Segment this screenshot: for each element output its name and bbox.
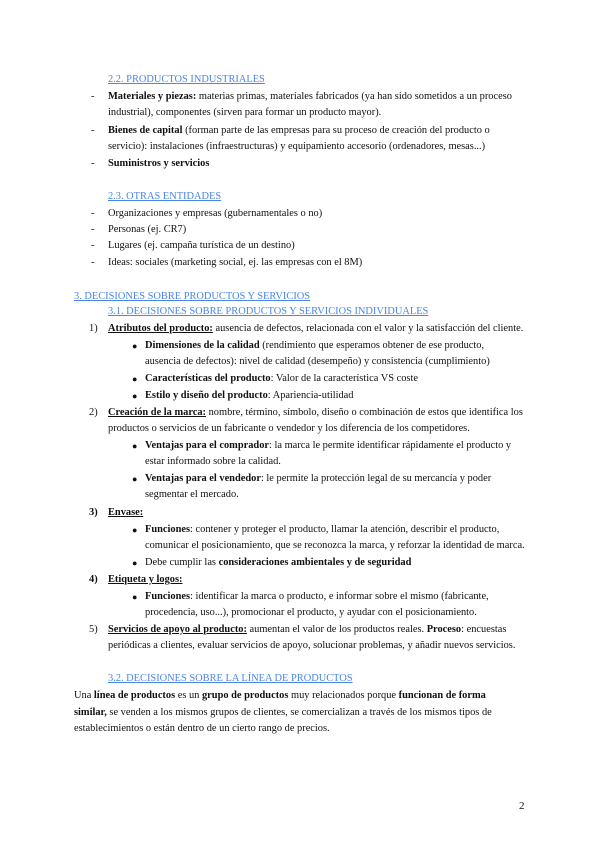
list-number: 5) [89,624,98,635]
bullet: ● [132,391,138,401]
heading-3: 3. DECISIONES SOBRE PRODUCTOS Y SERVICIOS [74,291,311,302]
list-item: Lugares (ej. campaña turística de un destino) [108,240,295,251]
list-number: 1) [89,323,98,334]
list-number: 3) [89,507,98,518]
list-number: 4) [89,574,98,585]
dash-bullet: - [91,158,95,169]
numbered-item-cont: productos o servicios de un fabricante o vendedor y los diferencia de los competidores. [108,423,470,434]
bullet: ● [132,374,138,384]
sub-bullet-cont: comunicar el posicionamiento, que se reconozca la marca, y reforzar la identidad de marca. [145,540,525,551]
page-number: 2 [519,800,525,812]
list-item: Suministros y servicios [108,158,210,169]
sub-bullet-item: Ventajas para el vendedor: le permite la protección legal de su mercancía y poder [145,473,492,484]
heading-2-2: 2.2. PRODUCTOS INDUSTRIALES [108,74,265,85]
dash-bullet: - [91,208,95,219]
sub-bullet-cont: procedencia, uso...), promocionar el producto, y ayudar con el posicionamiento. [145,607,477,618]
numbered-item: Atributos del producto: ausencia de defectos, relacionada con el valor y la satisfacción del cliente. [108,323,524,334]
numbered-item: Creación de la marca: nombre, término, símbolo, diseño o combinación de estos que identifica los [108,407,523,418]
paragraph-line: establecimientos o están dentro de un cierto rango de precios. [74,723,330,734]
bullet: ● [132,474,138,484]
bullet: ● [132,592,138,602]
dash-bullet: - [91,224,95,235]
list-item-cont: industrial), componentes (sirven para formar un producto mayor). [108,107,382,118]
sub-bullet-item: Estilo y diseño del producto: Apariencia-utilidad [145,390,354,401]
sub-bullet-cont: ausencia de defectos): nivel de calidad (desempeño) y consistencia (cumplimiento) [145,356,490,367]
list-number: 2) [89,407,98,418]
dash-bullet: - [91,125,95,136]
sub-bullet-cont: segmentar el mercado. [145,489,239,500]
sub-bullet-item: Dimensiones de la calidad (rendimiento que esperamos obtener de ese producto, [145,340,485,351]
paragraph-line: Una línea de productos es un grupo de productos muy relacionados porque funcionan de forma [74,690,486,701]
sub-bullet-item: Funciones: contener y proteger el producto, llamar la atención, describir el producto, [145,524,500,535]
paragraph-line: similar, se venden a los mismos grupos de clientes, se comercializan a través de los mismos tipos de [74,707,492,718]
numbered-item: Servicios de apoyo al producto: aumentan el valor de los productos reales. Proceso: encuestas [108,624,507,635]
dash-bullet: - [91,240,95,251]
bullet: ● [132,525,138,535]
dash-bullet: - [91,91,95,102]
bullet: ● [132,558,138,568]
list-item: Personas (ej. CR7) [108,224,187,235]
sub-bullet-item: Funciones: identificar la marca o producto, e informar sobre el mismo (fabricante, [145,591,489,602]
sub-bullet-item: Debe cumplir las consideraciones ambientales y de seguridad [145,557,412,568]
list-item: Organizaciones y empresas (gubernamentales o no) [108,208,323,219]
bullet: ● [132,441,138,451]
heading-3-1: 3.1. DECISIONES SOBRE PRODUCTOS Y SERVICIOS INDIVIDUALES [108,306,429,317]
numbered-item-cont: periódicas a clientes, evaluar servicios de apoyo, solucionar problemas, y añadir nuevos servicios. [108,640,516,651]
dash-bullet: - [91,257,95,268]
numbered-item: Etiqueta y logos: [108,574,183,585]
sub-bullet-item: Ventajas para el comprador: la marca le permite identificar rápidamente el producto y [145,440,512,451]
heading-3-2: 3.2. DECISIONES SOBRE LA LÍNEA DE PRODUCTOS [108,673,353,684]
numbered-item: Envase: [108,507,144,518]
list-item: Materiales y piezas: materias primas, materiales fabricados (ya han sido sometidos a un proceso [108,91,512,102]
bullet: ● [132,341,138,351]
heading-2-3: 2.3. OTRAS ENTIDADES [108,191,222,202]
list-item: Ideas: sociales (marketing social, ej. las empresas con el 8M) [108,257,363,268]
sub-bullet-cont: estar informado sobre la calidad. [145,456,281,467]
list-item-cont: servicio): instalaciones (infraestructuras) y equipamiento accesorio (ordenadores, mesas...) [108,141,486,152]
sub-bullet-item: Características del producto: Valor de la característica VS coste [145,373,418,384]
list-item: Bienes de capital (forman parte de las empresas para su proceso de creación del producto o [108,125,490,136]
